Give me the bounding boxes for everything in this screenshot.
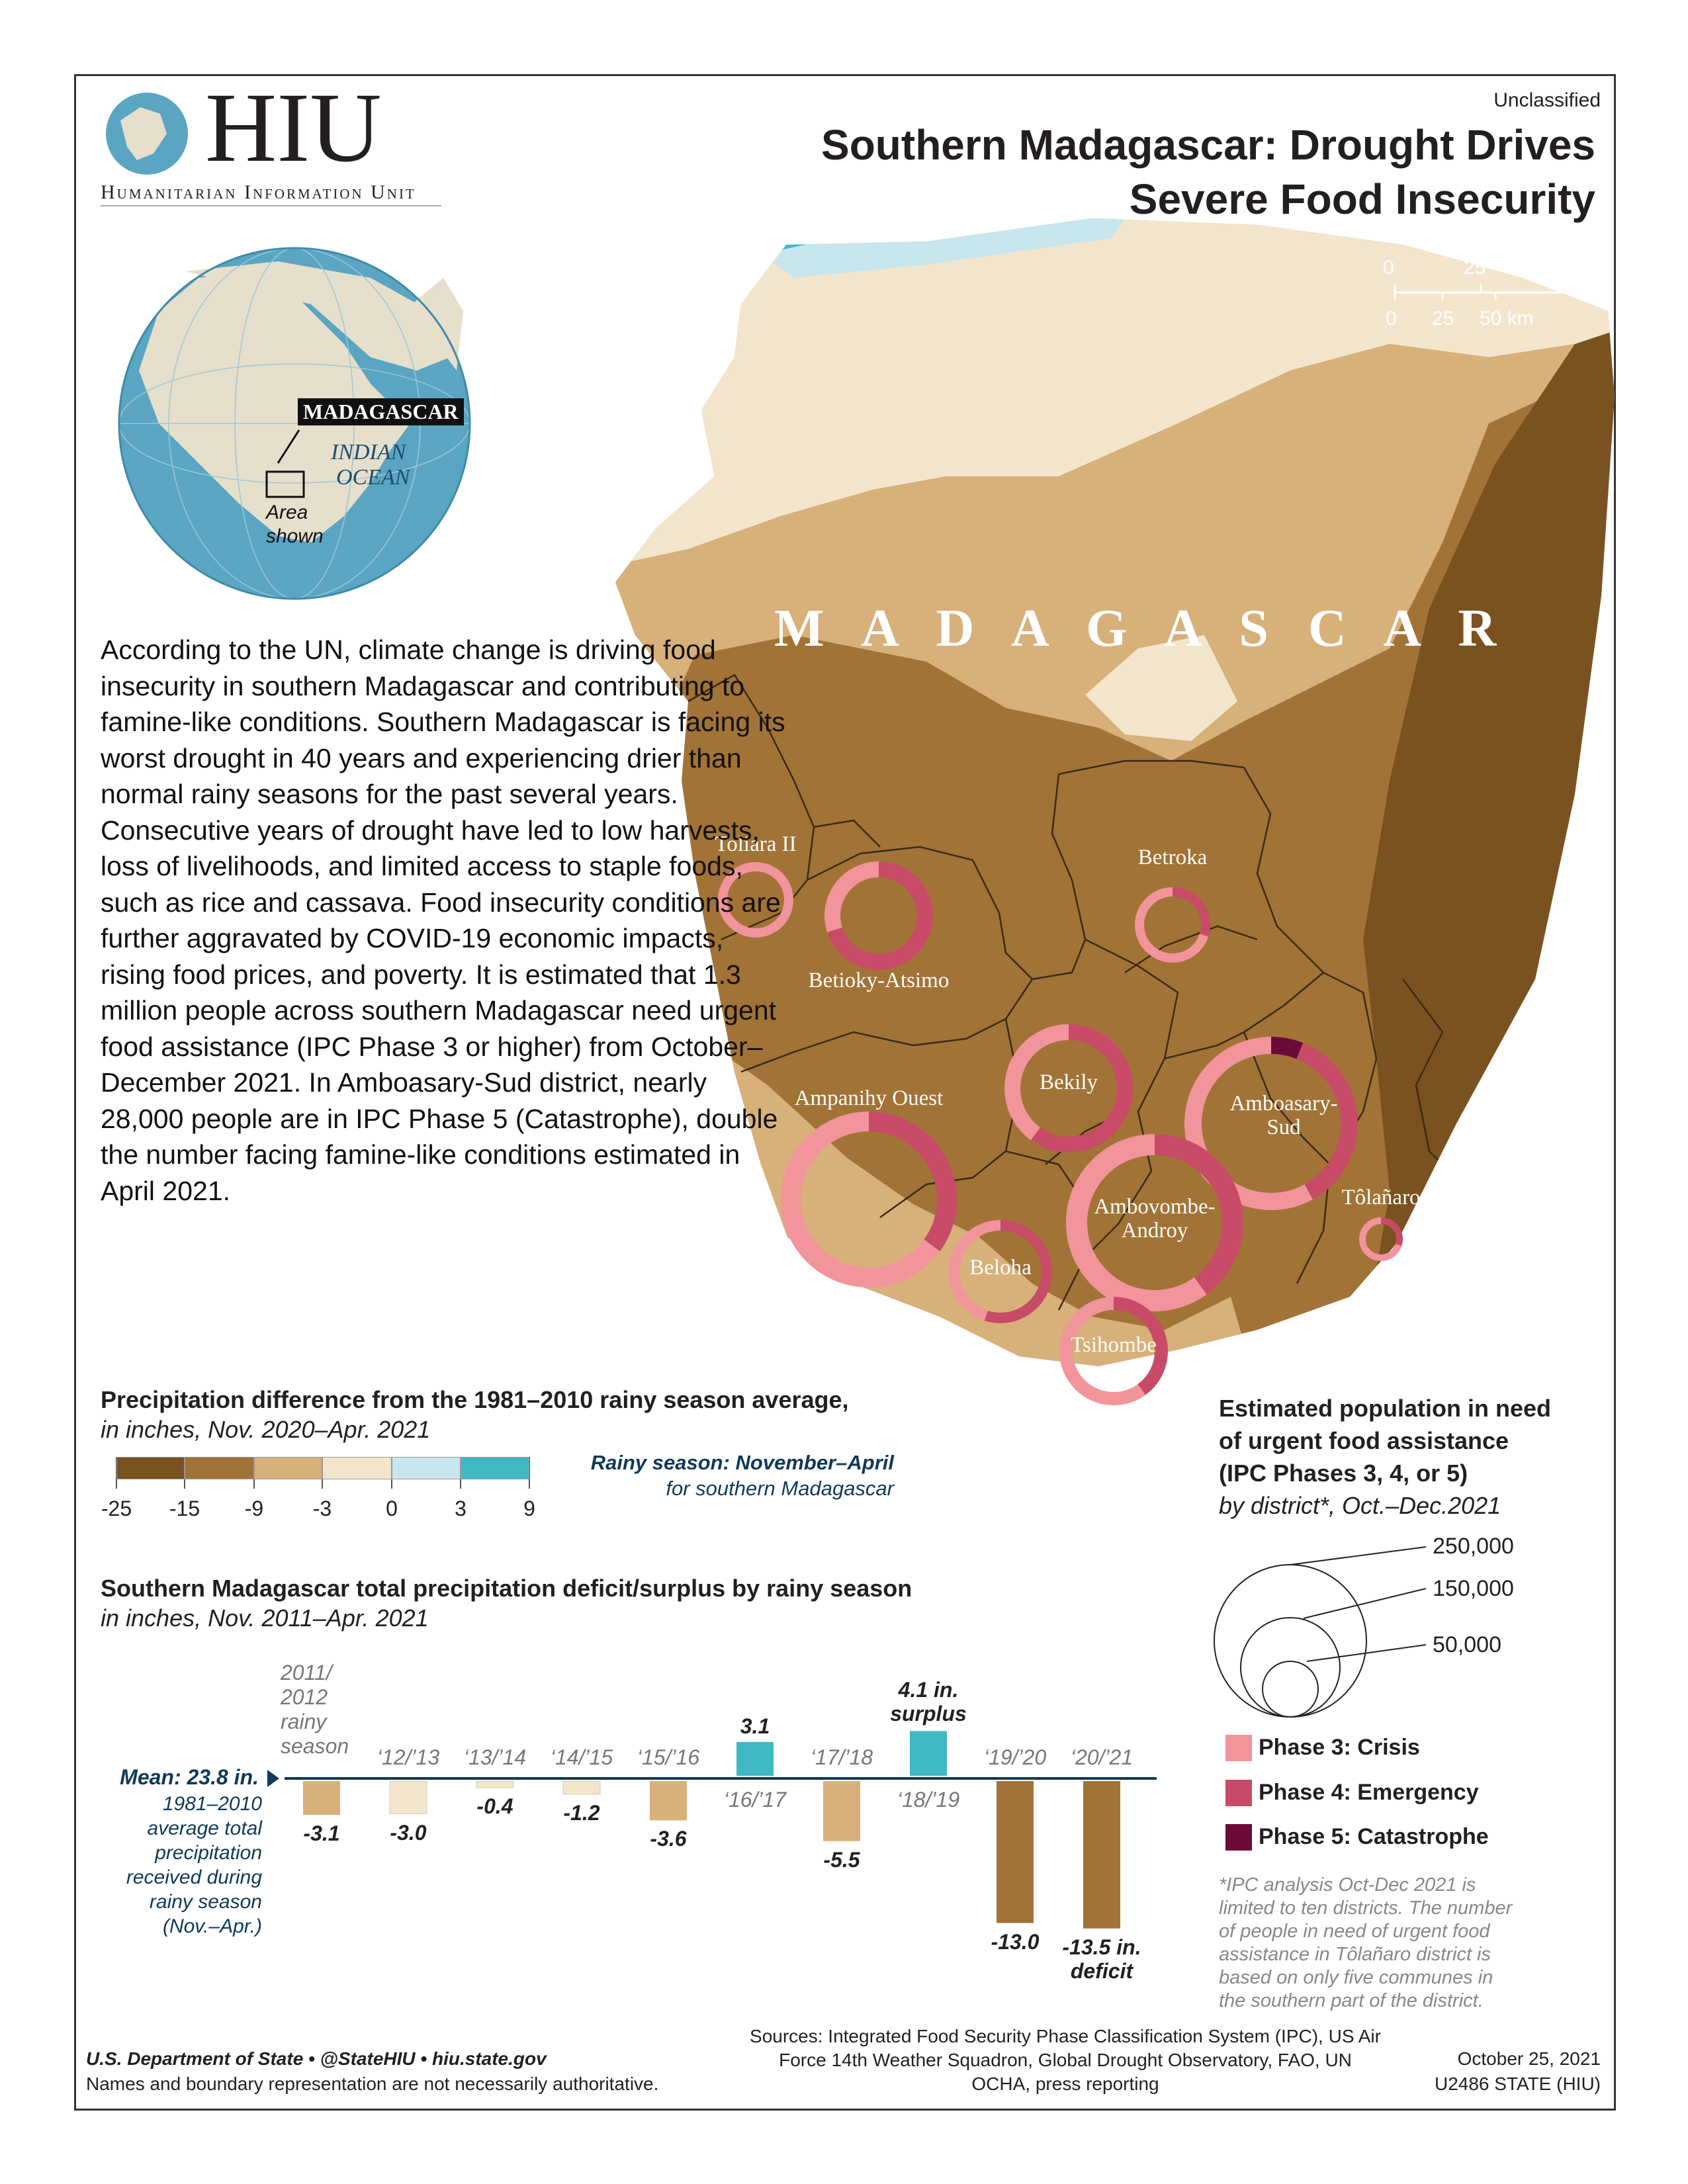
district-label: Bekily — [1040, 1070, 1098, 1094]
season-label: ‘20/’21 — [1070, 1745, 1133, 1769]
bar-value-label: 3.1 — [740, 1714, 770, 1738]
bar-value-label: -0.4 — [476, 1794, 513, 1818]
intro-paragraph: According to the UN, climate change is driving food insecurity in southern Madagascar and contributing to famine-like conditions. Southern Madagascar is facing its worst drought in 40 years and experiencing drier than normal rainy seasons for the past several years. Consecutive years of drought have led to low harvests, loss of livelihoods, and limited access to staple foods, such as rice and cassava. Food insecurity conditions are further aggravated by COVID-19 economic impacts, rising food prices, and poverty. It is estimated that 1.3 million people across southern Madagascar need urgent food assistance (IPC Phase 3 or higher) from October–December 2021. In Amboasary-Sud district, nearly 28,000 people are in IPC Phase 5 (Catastrophe), double the number facing famine-like conditions estimated in April 2021. — [101, 634, 785, 1206]
ipc-phase-4 — [1259, 1780, 1479, 1806]
page-title-line2: Severe Food Insecurity — [1129, 175, 1595, 223]
bar — [736, 1742, 774, 1776]
globe-logo-icon — [101, 87, 193, 180]
season-label: ‘17/’18 — [810, 1745, 873, 1769]
logo-divider — [101, 205, 441, 206]
precip-tick-label: -15 — [169, 1497, 200, 1520]
bar — [650, 1781, 687, 1820]
scale-km-50: 50 km — [1480, 308, 1534, 329]
ipc-legend-title-2: of urgent food assistance — [1219, 1427, 1509, 1454]
bar-value-label: -1.2 — [563, 1800, 600, 1825]
logo-text: HIU — [205, 73, 382, 183]
scale-mi-0: 0 — [1383, 257, 1394, 279]
mean-description: 1981–2010 average total precipitation received during rainy season (Nov.–Apr.) — [126, 1793, 262, 1937]
footer-code: U2486 STATE (HIU) — [1434, 2074, 1601, 2094]
first-season-label: 2011/ 2012 rainy season — [281, 1661, 349, 1758]
precip-tick-label: -25 — [101, 1497, 132, 1520]
bar-value-label: -13.0 — [991, 1929, 1040, 1954]
ipc-size-150k: 150,000 — [1433, 1576, 1514, 1601]
ipc-phase-3 — [1259, 1735, 1420, 1761]
precip-legend-title: Precipitation difference from the 1981–2010 rainy season average, — [101, 1386, 849, 1413]
ipc-phase-3-swatch — [1225, 1735, 1252, 1761]
district-label: Betroka — [1137, 846, 1208, 869]
inset-country-label: MADAGASCAR — [298, 398, 464, 425]
ipc-size-250k: 250,000 — [1433, 1534, 1514, 1559]
bar-value-label: -13.5 in. deficit — [1062, 1935, 1141, 1983]
bar-chart-title: Southern Madagascar total precipitation deficit/surplus by rainy season — [101, 1575, 912, 1602]
precip-swatch — [322, 1457, 392, 1479]
district-label: Toliara II — [715, 832, 797, 856]
scale-km-25: 25 — [1432, 308, 1454, 329]
precip-tick-label: -3 — [312, 1497, 332, 1520]
precip-swatch — [116, 1457, 185, 1479]
bar-chart-subtitle: in inches, Nov. 2011–Apr. 2021 — [101, 1604, 429, 1632]
bar-value-label: -3.0 — [390, 1820, 427, 1845]
bar — [303, 1781, 340, 1815]
ipc-size-legend — [1214, 1547, 1426, 1717]
bar — [476, 1781, 513, 1788]
precip-legend-subtitle: in inches, Nov. 2020–Apr. 2021 — [101, 1416, 431, 1443]
footer-sources: Sources: Integrated Food Security Phase Classification System (IPC), US Air Force 14th Weather Squadron, Global Drought Observatory, FAO, UN OCHA, press reporting — [750, 2026, 1381, 2094]
ipc-phase-5-label: Phase 5: Catastrophe — [1259, 1824, 1489, 1849]
bar — [1083, 1781, 1120, 1929]
precip-tick-label: 3 — [455, 1497, 466, 1520]
precip-swatch — [254, 1457, 322, 1479]
precip-tick-label: -9 — [244, 1497, 264, 1520]
precip-tick-label: 0 — [386, 1497, 398, 1520]
ipc-phase-5-swatch — [1225, 1824, 1252, 1851]
bar — [997, 1781, 1034, 1923]
ipc-legend-title-1: Estimated population in need — [1219, 1395, 1552, 1422]
bar — [910, 1731, 947, 1776]
ipc-legend-title-3: (IPC Phases 3, 4, or 5) — [1219, 1460, 1468, 1487]
season-label: ‘15/’16 — [637, 1745, 700, 1769]
rainy-season-subnote: for southern Madagascar — [666, 1477, 894, 1500]
mean-label: Mean: 23.8 in. — [120, 1765, 259, 1789]
scale-mi-25: 25 — [1464, 257, 1486, 279]
district-label: Beloha — [969, 1256, 1032, 1280]
season-label: ‘13/’14 — [463, 1745, 527, 1769]
season-label: ‘12/’13 — [377, 1745, 440, 1769]
bar-value-label: -5.5 — [823, 1847, 860, 1872]
season-label: ‘19/’20 — [983, 1745, 1047, 1769]
inset-ocean-label-1: INDIAN — [331, 440, 406, 464]
precip-tick-label: 9 — [523, 1497, 535, 1520]
inset-ocean-label-2: OCEAN — [336, 465, 410, 490]
footer-disclaimer: Names and boundary representation are not necessarily authoritative. — [86, 2074, 659, 2094]
ipc-footnote: *IPC analysis Oct-Dec 2021 is limited to ten districts. The number of people in need of urgent food assistance in Tôlañaro district is based on only five communes in the southern part of the district. — [1219, 1874, 1513, 2011]
bar — [563, 1781, 600, 1794]
season-label: ‘14/’15 — [550, 1745, 613, 1769]
precip-swatch — [392, 1457, 461, 1479]
district-label: Ambovombe- Androy — [1094, 1195, 1216, 1243]
district-label: Betioky-Atsimo — [808, 969, 950, 992]
inset-area-label-2: shown — [266, 525, 324, 547]
classification-label: Unclassified — [1493, 89, 1601, 111]
ipc-size-50k: 50,000 — [1433, 1632, 1501, 1657]
ipc-legend-subtitle: by district*, Oct.–Dec.2021 — [1219, 1492, 1501, 1519]
map-country-name: M A D A G A S C A R — [774, 599, 1510, 658]
precip-swatch — [461, 1457, 529, 1479]
bar — [390, 1781, 427, 1814]
rainy-season-note: Rainy season: November–April — [590, 1451, 894, 1474]
hiu-logo — [101, 73, 445, 206]
ipc-phase-5 — [1259, 1824, 1489, 1850]
mean-marker — [267, 1770, 279, 1787]
footer-date: October 25, 2021 — [1457, 2048, 1601, 2069]
logo-subtitle: Humanitarian Information Unit — [101, 181, 416, 203]
bar-value-label: 4.1 in. surplus — [890, 1678, 967, 1726]
district-label: Tôlañaro — [1341, 1186, 1421, 1209]
bar-value-label: -3.6 — [650, 1827, 687, 1851]
precip-swatch — [185, 1457, 254, 1479]
footer-agency: U.S. Department of State • @StateHIU • hiu.state.gov — [86, 2048, 547, 2069]
ipc-phase-4-label: Phase 4: Emergency — [1259, 1780, 1479, 1805]
season-label: ‘18/’19 — [897, 1788, 960, 1812]
district-label: Amboasary- Sud — [1229, 1092, 1338, 1139]
scale-km-0: 0 — [1386, 308, 1397, 329]
ipc-phase-4-swatch — [1225, 1780, 1252, 1806]
ipc-phase-3-label: Phase 3: Crisis — [1259, 1735, 1420, 1760]
page-title-line1: Southern Madagascar: Drought Drives — [821, 121, 1595, 169]
district-label: Tsihombe — [1071, 1333, 1157, 1357]
bar-value-label: -3.1 — [303, 1821, 340, 1846]
scale-mi-50: 50 mi — [1542, 257, 1591, 279]
season-label: ‘16/’17 — [723, 1788, 787, 1812]
inset-area-label-1: Area — [266, 502, 308, 523]
bar — [823, 1781, 860, 1841]
intro-text — [101, 632, 789, 1209]
district-label: Ampanihy Ouest — [794, 1086, 944, 1110]
